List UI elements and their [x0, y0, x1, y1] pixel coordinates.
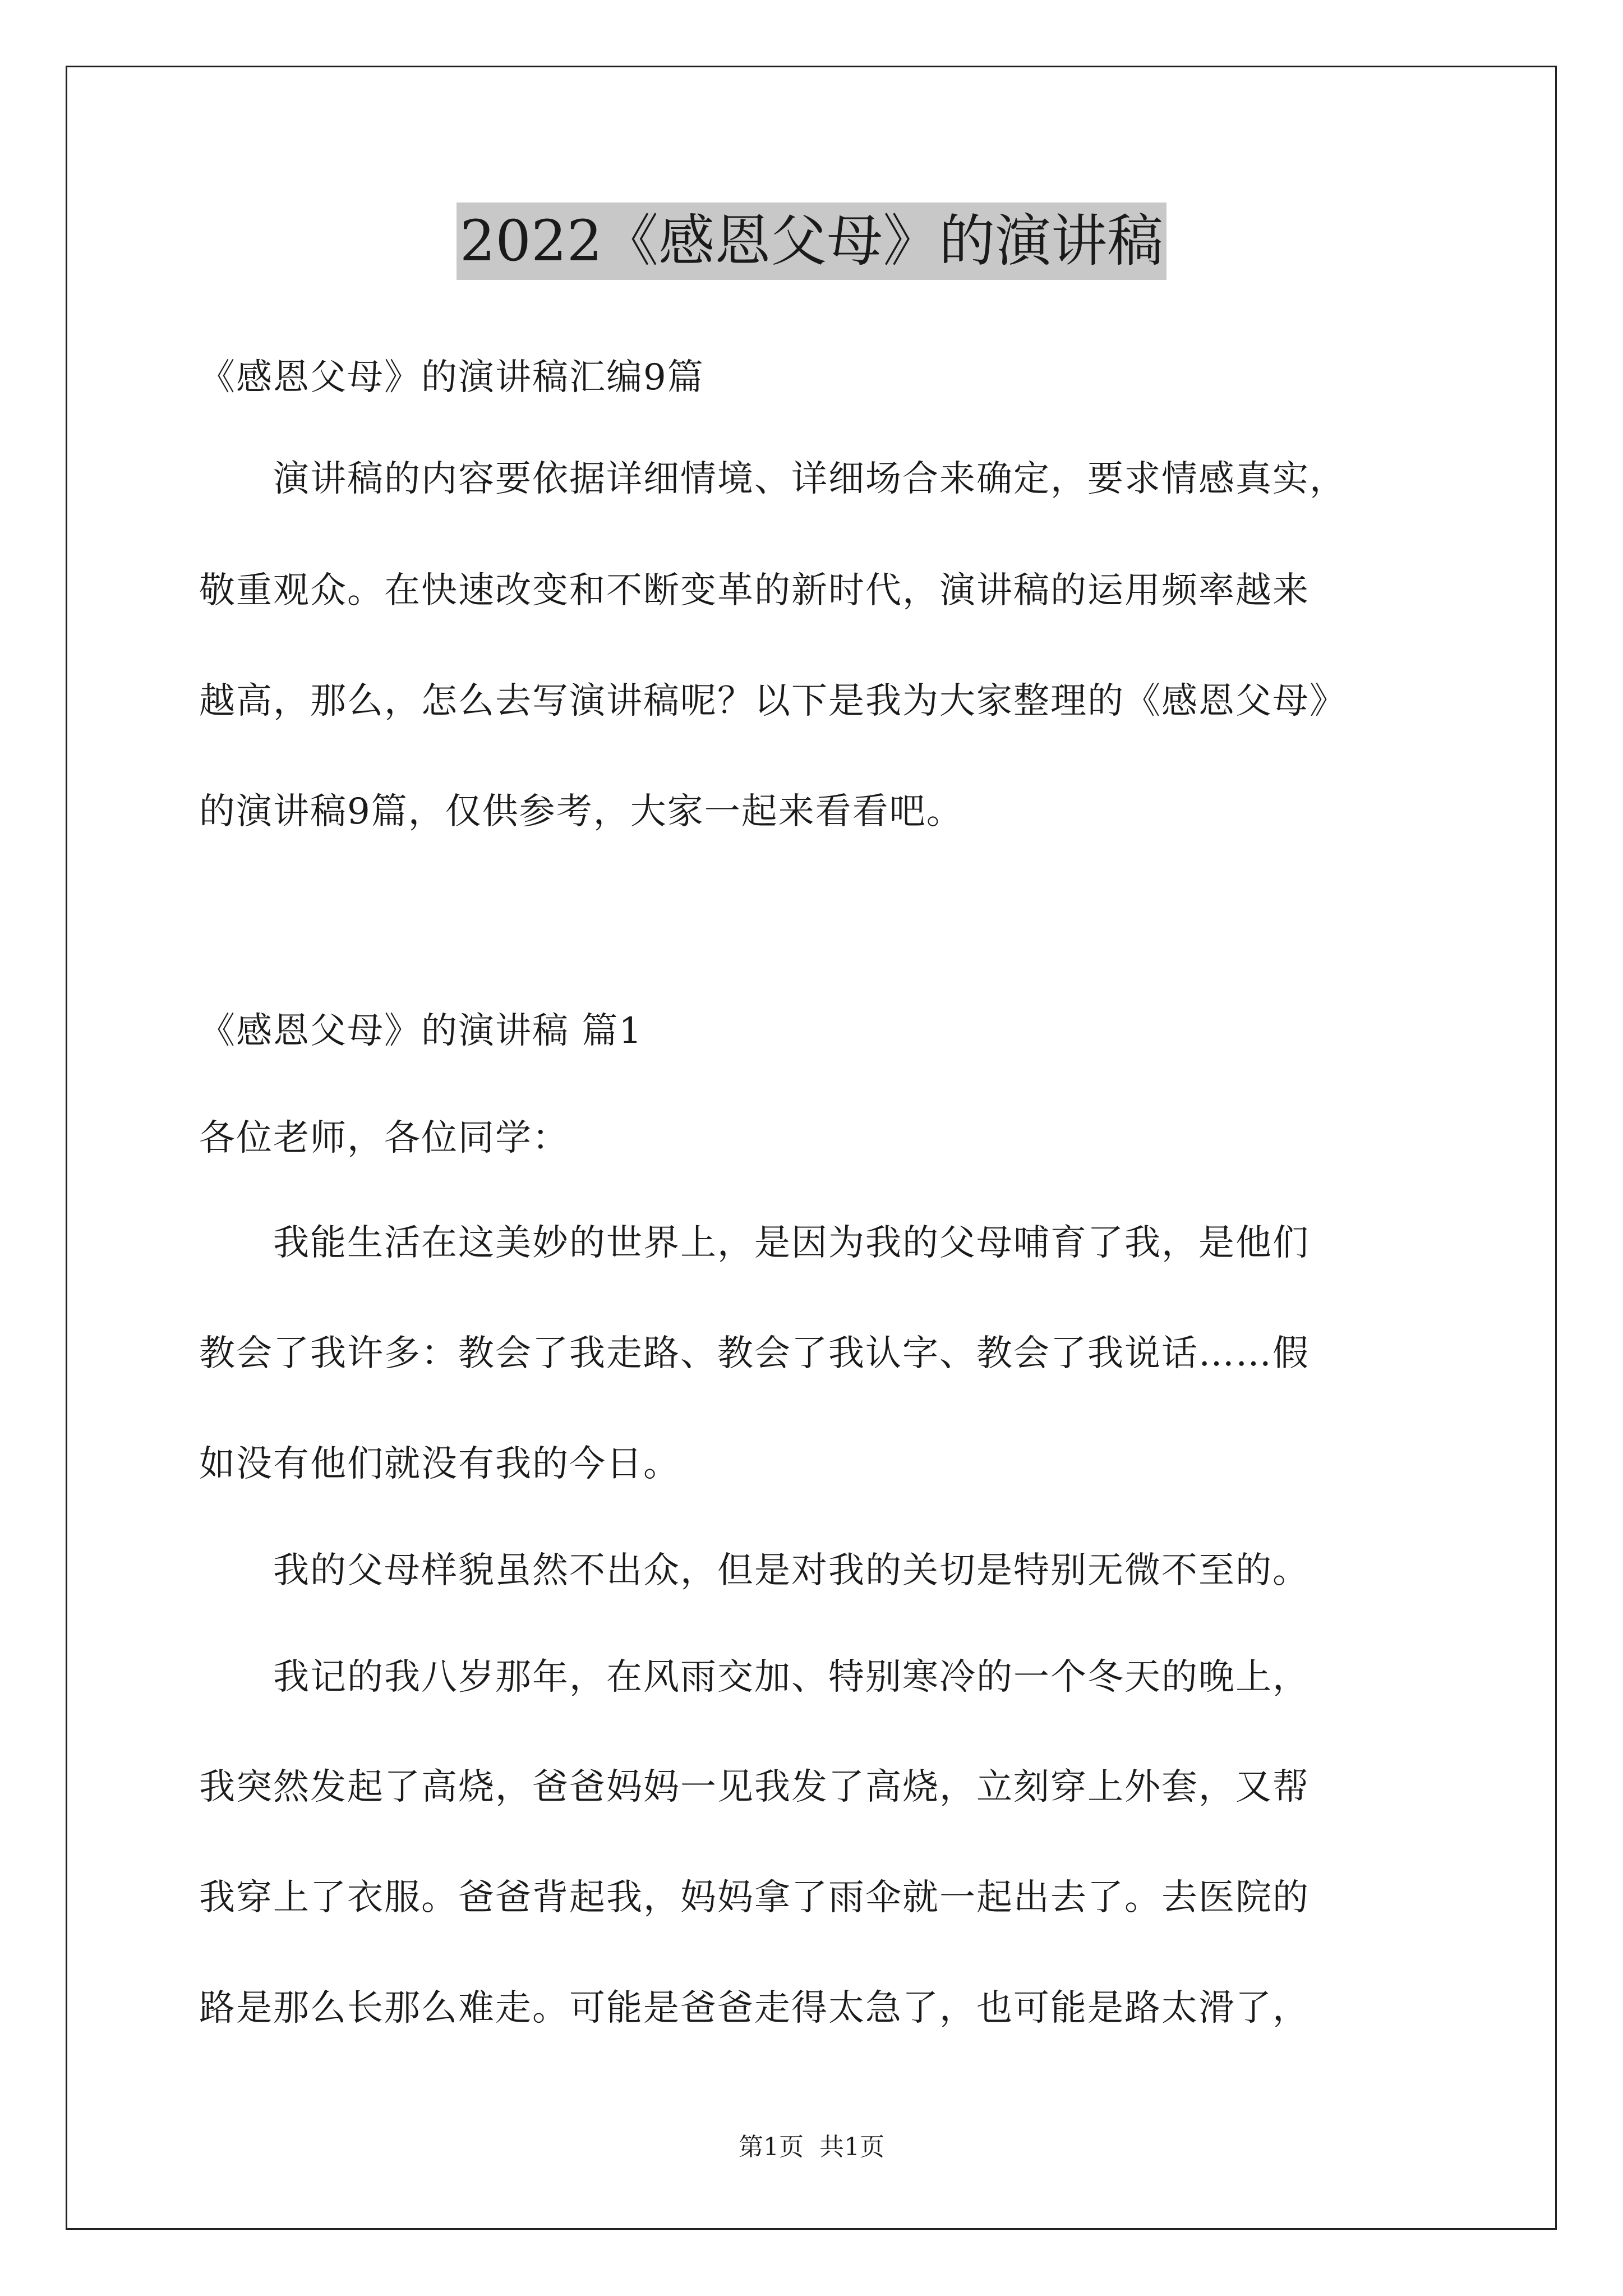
paragraph-line: 演讲稿的内容要依据详细情境、详细场合来确定，要求情感真实， [199, 458, 1347, 500]
page-total: 共1页 [819, 2133, 884, 2161]
paragraph-line: 的演讲稿9篇，仅供参考，大家一起来看看吧。 [199, 791, 963, 832]
title-container [0, 203, 1623, 280]
paragraph-line: 我突然发起了高烧，爸爸妈妈一见我发了高烧，立刻穿上外套，又帮 [199, 1766, 1310, 1808]
paragraph-line: 教会了我许多：教会了我走路、教会了我认字、教会了我说话……假 [199, 1333, 1310, 1374]
page-number: 第1页 [739, 2133, 804, 2161]
paragraph-line: 我能生活在这美妙的世界上，是因为我的父母哺育了我，是他们 [199, 1222, 1310, 1264]
greeting-line: 各位老师，各位同学： [199, 1117, 569, 1159]
paragraph-line: 我记的我八岁那年，在风雨交加、特别寒冷的一个冬天的晚上， [199, 1657, 1310, 1698]
page-footer [0, 2132, 1623, 2163]
paragraph-line: 路是那么长那么难走。可能是爸爸走得太急了，也可能是路太滑了， [199, 1987, 1310, 2029]
subtitle: 《感恩父母》的演讲稿汇编9篇 [199, 357, 704, 398]
paragraph-line: 我穿上了衣服。爸爸背起我，妈妈拿了雨伞就一起出去了。去医院的 [199, 1877, 1310, 1918]
paragraph-line: 我的父母样貌虽然不出众，但是对我的关切是特别无微不至的。 [199, 1550, 1310, 1591]
document-title: 2022《感恩父母》的演讲稿 [457, 203, 1167, 280]
paragraph-line: 敬重观众。在快速改变和不断变革的新时代，演讲稿的运用频率越来 [199, 570, 1310, 611]
section-heading: 《感恩父母》的演讲稿 篇1 [199, 1010, 643, 1052]
paragraph-line: 越高，那么，怎么去写演讲稿呢？以下是我为大家整理的《感恩父母》 [199, 680, 1347, 722]
paragraph-line: 如没有他们就没有我的今日。 [199, 1443, 680, 1485]
